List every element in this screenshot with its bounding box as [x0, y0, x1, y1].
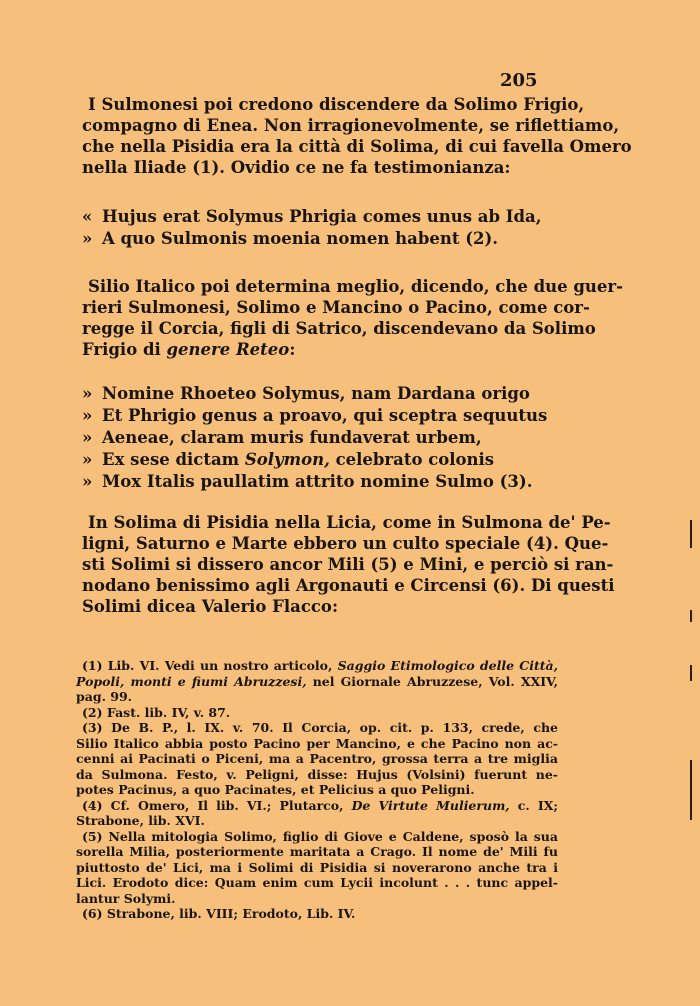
footnotes: [76, 658, 558, 922]
footnote-5-cont: sorella Milia, posteriormente maritata a Crago. Il nome de' Mili fu: [76, 844, 558, 859]
footnote-3-cont: da Sulmona. Festo, v. Peligni, disse: Hujus (Volsini) fuerunt ne-: [76, 766, 558, 782]
text-line: che nella Pisidia era la città di Solima, di cui favella Omero: [82, 137, 632, 156]
footnote-3-cont: Silio Italico abbia posto Pacino per Mancino, e che Pacino non ac-: [76, 735, 558, 751]
verse-line: » Nomine Rhoeteo Solymus, nam Dardana origo: [82, 384, 530, 403]
text-line: ligni, Saturno e Marte ebbero un culto speciale (4). Que-: [82, 534, 609, 553]
footnote-2: (2) Fast. lib. IV, v. 87.: [82, 704, 231, 720]
footnote-1-cont: Popoli, monti e fiumi Abruzzesi, nel Giornale Abruzzese, Vol. XXIV,: [76, 673, 558, 689]
footnote-5-cont: piuttosto de' Lici, ma i Solimi di Pisidia si noverarono anche tra i: [76, 859, 558, 875]
text-line: rieri Sulmonesi, Solimo e Mancino o Pacino, come cor-: [82, 298, 590, 317]
verse-line: » Mox Italis paullatim attrito nomine Sulmo (3).: [82, 472, 533, 491]
margin-mark: [690, 520, 692, 548]
footnote-4-cont: Strabone, lib. XVI.: [76, 813, 205, 828]
verse-line: » Aeneae, claram muris fundaverat urbem,: [82, 428, 482, 447]
text-line: nodano benissimo agli Argonauti e Circensi (6). Di questi: [82, 576, 615, 595]
verse-line: » A quo Sulmonis moenia nomen habent (2).: [82, 229, 499, 248]
text-line: Frigio di genere Reteo:: [82, 340, 296, 359]
verse-block-2: [82, 383, 552, 493]
paragraph-2: [82, 276, 623, 360]
verse-block-1: [82, 206, 552, 250]
footnote-3-cont: potes Pacinus, a quo Pacinates, et Pelicius a quo Peligni.: [76, 782, 475, 797]
text-line: I Sulmonesi poi credono discendere da Solimo Frigio,: [88, 95, 585, 114]
text-line: nella Iliade (1). Ovidio ce ne fa testimonianza:: [82, 158, 511, 177]
paragraph-1: [82, 94, 632, 178]
text-line: Solimi dicea Valerio Flacco:: [82, 597, 339, 616]
text-line: In Solima di Pisidia nella Licia, come in Sulmona de' Pe-: [88, 513, 611, 532]
page-number: 205: [500, 70, 538, 91]
footnote-5-cont: lantur Solymi.: [76, 890, 176, 906]
footnote-1-cont: pag. 99.: [76, 689, 133, 704]
footnote-3: (3) De B. P., l. IX. v. 70. Il Corcia, op. cit. p. 133, crede, che: [82, 720, 558, 735]
verse-line: » Et Phrigio genus a proavo, qui sceptra sequutus: [82, 406, 548, 425]
verse-line: » Ex sese dictam Solymon, celebrato colonis: [82, 450, 495, 469]
margin-mark: [690, 610, 692, 622]
text-line: regge il Corcia, figli di Satrico, discendevano da Solimo: [82, 319, 596, 338]
text-line: compagno di Enea. Non irragionevolmente, se riflettiamo,: [82, 116, 620, 135]
footnote-5-cont: Lici. Erodoto dice: Quam enim cum Lycii incolunt . . . tunc appel-: [76, 875, 558, 890]
text-line: sti Solimi si dissero ancor Mili (5) e Mini, e perciò si ran-: [82, 555, 614, 574]
footnote-5: (5) Nella mitologia Solimo, figlio di Giove e Caldene, sposò la sua: [82, 828, 558, 844]
footnote-1: (1) Lib. VI. Vedi un nostro articolo, Saggio Etimologico delle Città,: [82, 658, 558, 673]
paragraph-3: [82, 512, 615, 617]
footnote-3-cont: cenni ai Pacinati o Piceni, ma a Pacentro, grossa terra a tre miglia: [76, 751, 558, 766]
footnote-4: (4) Cf. Omero, Il lib. VI.; Plutarco, De Virtute Mulierum, c. IX;: [82, 797, 559, 813]
margin-mark: [690, 665, 692, 681]
footnote-6: (6) Strabone, lib. VIII; Erodoto, Lib. IV.: [82, 906, 356, 921]
verse-line: « Hujus erat Solymus Phrigia comes unus ab Ida,: [82, 207, 542, 226]
text-line: Silio Italico poi determina meglio, dicendo, che due guer-: [88, 277, 623, 296]
margin-mark: [690, 760, 692, 820]
